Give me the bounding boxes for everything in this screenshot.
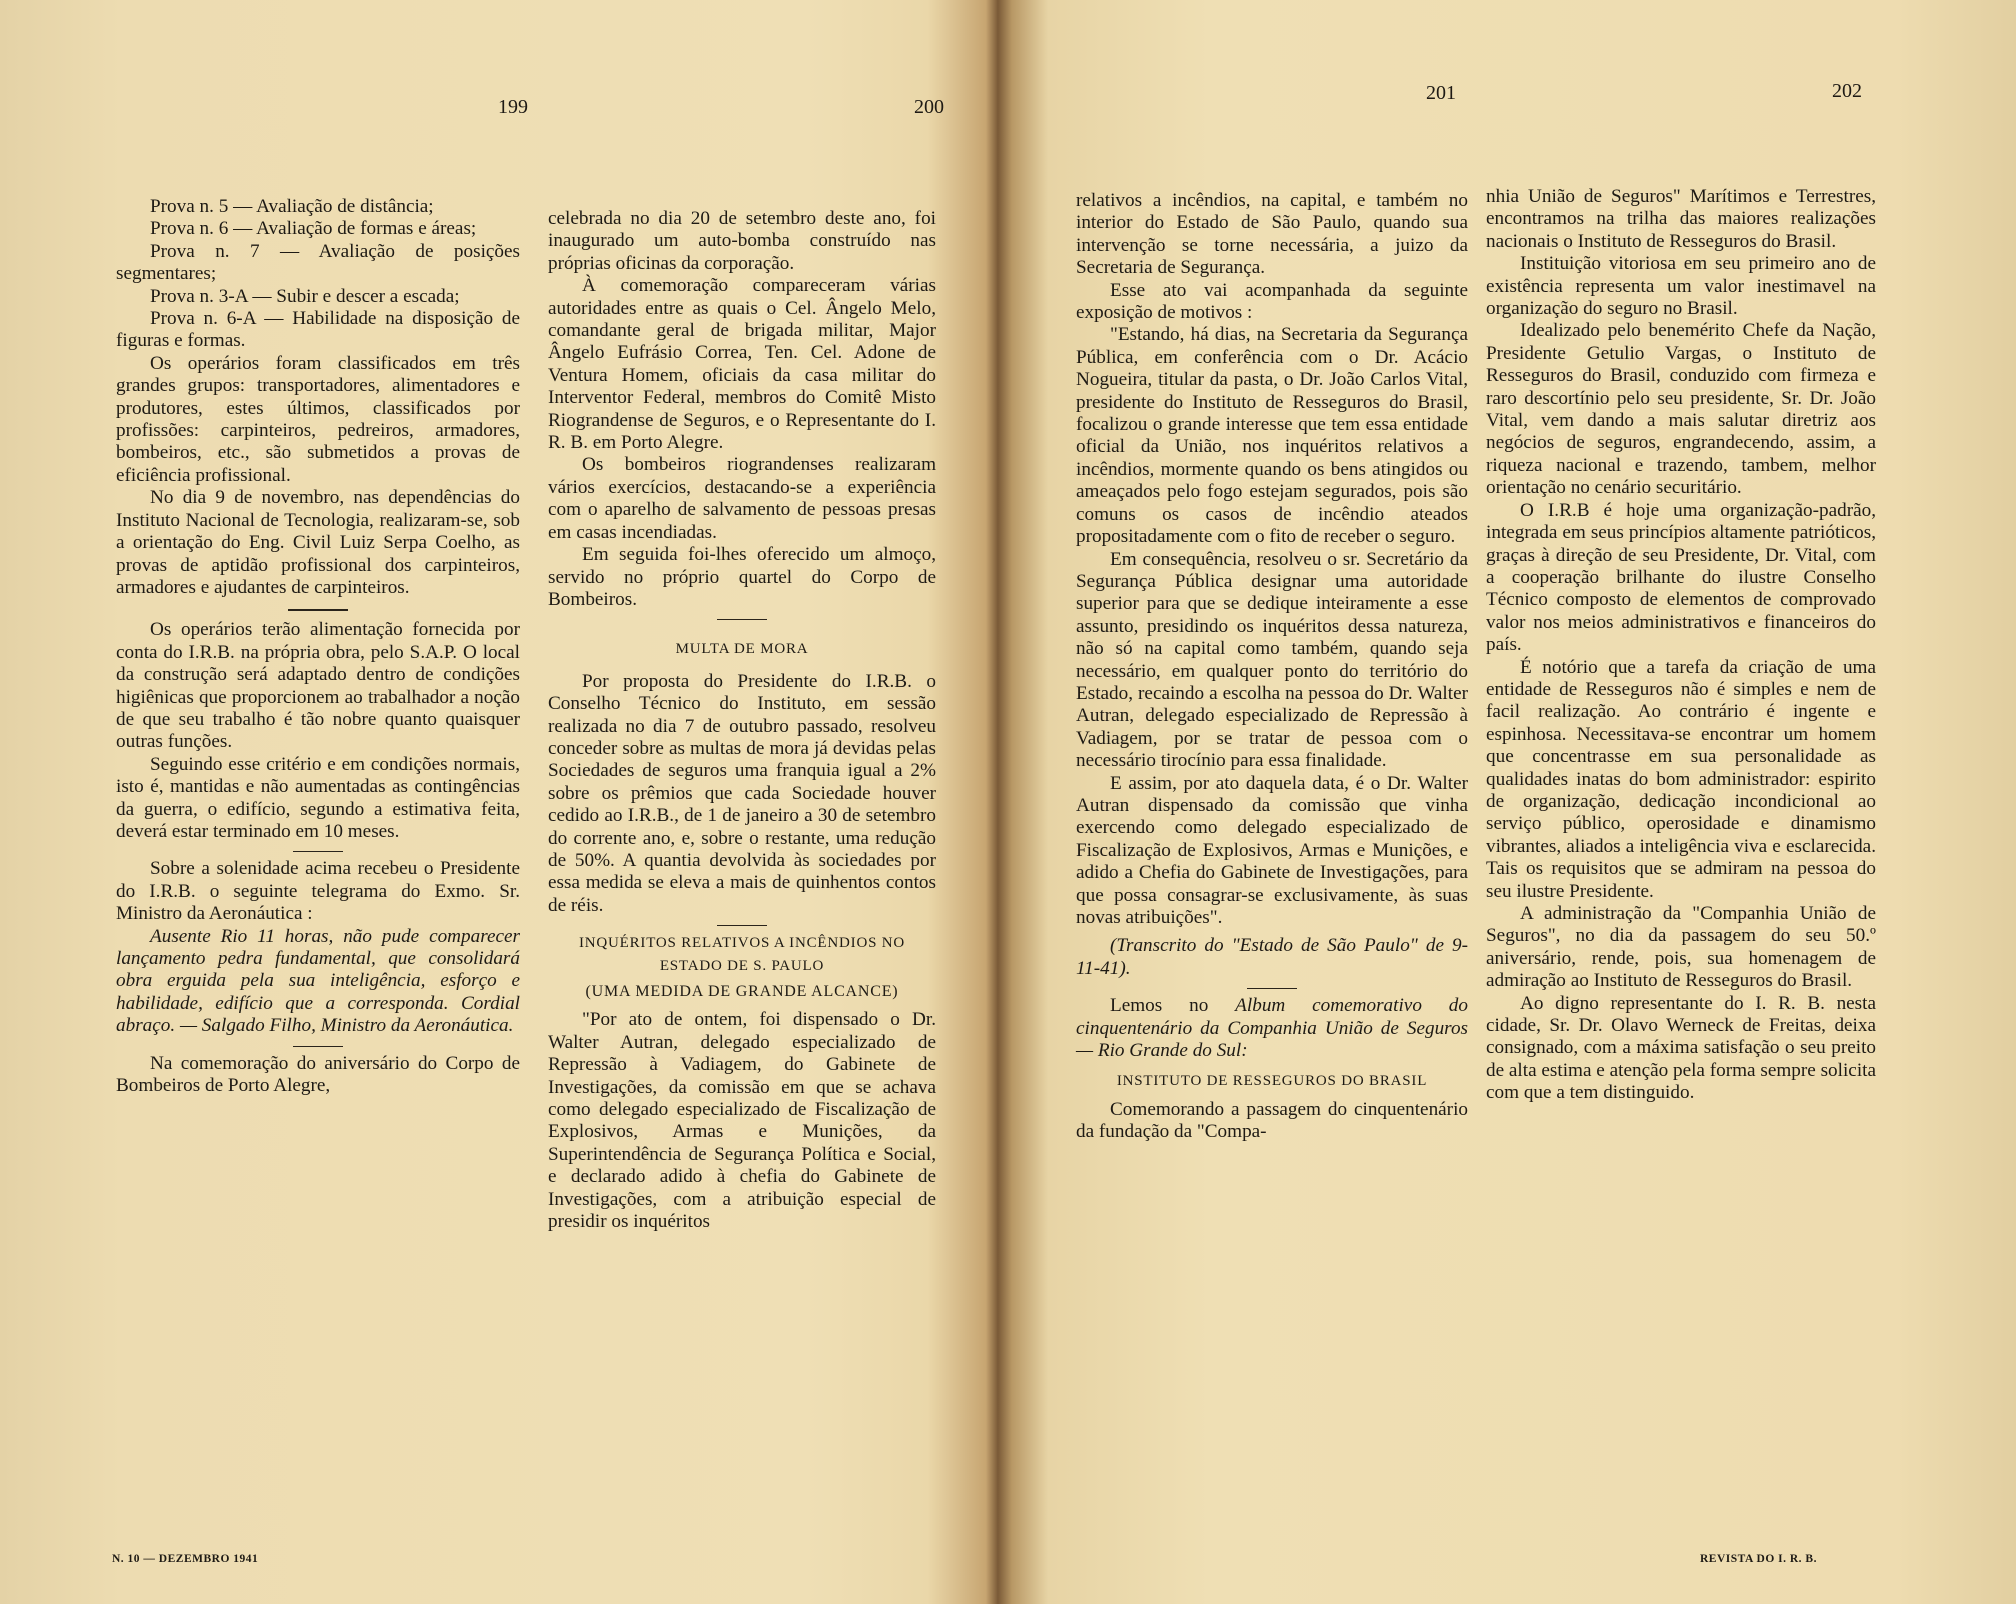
paragraph: É notório que a tarefa da criação de uma entidade de Resseguros não é simples e nem de facil realização. Ao contrário é ingente e espinhosa. Necessitava-se encontrar um homem que concentrasse em sua personalidade as qualidades inatas do bom administrador: espirito de organização, dedicação incondicional ao serviço público, operosidade e dinamismo vibrantes, aliados a inteligência viva e esclarecida. Tais os requisitos que se admiram na pessoa do seu ilustre Presidente. bbox=[1486, 656, 1876, 902]
section-subheading: (UMA MEDIDA DE GRANDE ALCANCE) bbox=[585, 983, 899, 1000]
paragraph: celebrada no dia 20 de setembro deste ano, foi inaugurado um auto-bomba construído nas próprias oficinas da corporação. bbox=[548, 208, 936, 274]
paragraph: Prova n. 3-A — Subir e descer a escada; bbox=[150, 285, 460, 307]
source-citation: (Transcrito do "Estado de São Paulo" de 9-11-41). bbox=[1076, 935, 1468, 979]
section-heading: INSTITUTO DE RESSEGUROS DO BRASIL bbox=[1116, 1073, 1428, 1090]
text-column bbox=[116, 196, 520, 1097]
paragraph: Em seguida foi-lhes oferecido um almoço, servido no próprio quartel do Corpo de Bombeiros. bbox=[548, 544, 936, 610]
section-divider bbox=[288, 609, 348, 611]
paragraph: Ao digno representante do I. R. B. nesta cidade, Sr. Dr. Olavo Werneck de Freitas, deixa consignado, com a máxima satisfação o seu preito de alta estima e atenção pela forma sempre solicita com que a tem distinguido. bbox=[1486, 992, 1876, 1104]
paragraph: "Estando, há dias, na Secretaria da Segurança Pública, em conferência com o Dr. Acácio Nogueira, titular da pasta, o Dr. João Carlos Vital, presidente do Instituto de Resseguros do Brasil, focalizou o grande interesse que tem essa entidade oficial da União, nos inquéritos relativos a incêndios, mormente quando os bens atingidos ou ameaçados pelo fogo estejam segurados, pois são comuns os casos de incêndio ateados propositadamente com o fito de receber o seguro. bbox=[1076, 324, 1468, 548]
section-heading: MULTA DE MORA bbox=[675, 641, 809, 658]
paragraph: Prova n. 6-A — Habilidade na disposição de figuras e formas. bbox=[116, 308, 520, 352]
page-number: 199 bbox=[498, 96, 528, 118]
paragraph: No dia 9 de novembro, nas dependências do Instituto Nacional de Tecnologia, realizaram-se, sob a orientação do Eng. Civil Luiz Serpa Coelho, as provas de aptidão profissional dos carpinteiros, armadores e ajudantes de carpinteiros. bbox=[116, 487, 520, 598]
paragraph: Os bombeiros riograndenses realizaram vários exercícios, destacando-se a experiência com o aparelho de salvamento de pessoas presas em casas incendiadas. bbox=[548, 454, 936, 543]
paragraph: Prova n. 7 — Avaliação de posições segmentares; bbox=[116, 240, 520, 285]
paragraph: Os operários terão alimentação fornecida por conta do I.R.B. na própria obra, pelo S.A.P. O local da construção será adaptado dentro de condições higiênicas que proporcionem ao trabalhador a noção de que seu trabalho é tão nobre quanto quaisquer outras funções. bbox=[116, 619, 520, 753]
paragraph: relativos a incêndios, na capital, e também no interior do Estado de São Paulo, quando sua intervenção se torne necessária, a juizo da Secretaria de Segurança. bbox=[1076, 190, 1468, 279]
paragraph: Instituição vitoriosa em seu primeiro ano de existência representa um valor inestimavel na organização do seguro no Brasil. bbox=[1486, 253, 1876, 320]
paragraph-lead: Lemos no bbox=[1110, 995, 1236, 1017]
left-page bbox=[0, 0, 995, 1604]
paragraph: Prova n. 5 — Avaliação de distância; bbox=[150, 196, 434, 217]
text-column bbox=[1486, 186, 1876, 1105]
paragraph: O I.R.B é hoje uma organização-padrão, integrada em seus princípios altamente patrióticos, graças à direção de seu Presidente, Dr. Vital, com a cooperação brilhante do ilustre Conselho Técnico composto de elementos de comprovado valor nos meios administrativos e financeiros do país. bbox=[1486, 499, 1876, 656]
paragraph: Sobre a solenidade acima recebeu o Presidente do I.R.B. o seguinte telegrama do Exmo. Sr. Ministro da Aeronáutica : bbox=[116, 858, 520, 925]
footer-issue: N. 10 — DEZEMBRO 1941 bbox=[112, 1553, 259, 1565]
paragraph: nhia União de Seguros" Marítimos e Terrestres, encontramos na trilha das maiores realizações nacionais o Instituto de Resseguros do Brasil. bbox=[1486, 186, 1876, 252]
paragraph: Em consequência, resolveu o sr. Secretário da Segurança Pública designar uma autoridade superior para que se dedique inteiramente a esse assunto, presidindo os inquéritos dessa natureza, não só na capital como também, quando seja necessário, em qualquer ponto do território do Estado, recaindo a escolha na pessoa do Dr. Walter Autran, delegado especializado de Repressão à Vadiagem, por se tratar de pessoa com o necessário tirocínio para essa finalidade. bbox=[1076, 548, 1468, 772]
right-page bbox=[1008, 0, 2016, 1604]
text-column bbox=[1076, 190, 1468, 1144]
section-divider bbox=[717, 925, 767, 926]
paragraph: Seguindo esse critério e em condições normais, isto é, mantidas e não aumentadas as contingências da guerra, o edifício, segundo a estimativa feita, deverá estar terminado em 10 meses. bbox=[116, 753, 520, 842]
paragraph: Por proposta do Presidente do I.R.B. o Conselho Técnico do Instituto, em sessão realizada no dia 7 de outubro passado, resolveu conceder sobre as multas de mora já devidas pelas Sociedades de seguros uma franquia igual a 2% sobre os prêmios que cada Sociedade houver cedido ao I.R.B., de 1 de janeiro a 30 de setembro do corrente ano, e, sobre o restante, uma redução de 50%. A quantia devolvida às sociedades por essa medida se eleva a mais de quinhentos contos de réis. bbox=[548, 670, 936, 916]
paragraph: Esse ato vai acompanhada da seguinte exposição de motivos : bbox=[1076, 279, 1468, 324]
page-number: 202 bbox=[1832, 80, 1862, 102]
paragraph: Na comemoração do aniversário do Corpo de Bombeiros de Porto Alegre, bbox=[116, 1052, 520, 1097]
paragraph: "Por ato de ontem, foi dispensado o Dr. Walter Autran, delegado especializado de Repressão à Vadiagem, do Gabinete de Investigações, da comissão em que se achava como delegado especializado de Fiscalização de Explosivos, Armas e Munições, da Superintendência de Segurança Política e Social, e declarado adido à chefia do Gabinete de Investigações, com a atribuição especial de presidir os inquéritos bbox=[548, 1009, 936, 1233]
paragraph: A administração da "Companhia União de Seguros", no dia da passagem do seu 50.º aniversário, rende, pois, sua homenagem de admiração ao Instituto de Resseguros do Brasil. bbox=[1486, 903, 1876, 992]
paragraph: Idealizado pelo benemérito Chefe da Nação, Presidente Getulio Vargas, o Instituto de Resseguros do Brasil, conduzido com firmeza e raro descortínio pelo seu presidente, Sr. Dr. João Vital, vem dando a mais salutar diretriz aos negócios de seguros, engrandecendo, assim, a riqueza nacional e trazendo, tambem, melhor orientação no cenário securitário. bbox=[1486, 320, 1876, 499]
paragraph: À comemoração compareceram várias autoridades entre as quais o Cel. Ângelo Melo, comandante geral de brigada militar, Major Ângelo Eufrásio Correa, Ten. Cel. Adone de Ventura Homem, oficiais da casa militar do Interventor Federal, membros do Comitê Misto Riograndense de Seguros, e o Representante do I. R. B. em Porto Alegre. bbox=[548, 275, 936, 454]
paragraph bbox=[1076, 995, 1468, 1062]
telegram-text: Ausente Rio 11 horas, não pude comparecer lançamento pedra fundamental, que consolidará obra erguida pela sua inteligência, esforço e habilidade, edifício que a corresponda. Cordial abraço. — Salgado Filho, Ministro da Aeronáutica. bbox=[116, 925, 520, 1037]
section-divider bbox=[1247, 988, 1297, 989]
page-number: 201 bbox=[1426, 82, 1456, 104]
section-divider bbox=[293, 1046, 343, 1047]
text-column bbox=[548, 208, 936, 1233]
page-number: 200 bbox=[914, 96, 944, 118]
paragraph: E assim, por ato daquela data, é o Dr. Walter Autran dispensado da comissão que vinha exercendo como delegado especializado de Fiscalização de Explosivos, Armas e Munições, e adido a Chefia do Gabinete de Investigações, para que possa consagrar-se exclusivamente, às suas novas atribuições". bbox=[1076, 772, 1468, 928]
section-heading: INQUÉRITOS RELATIVOS A INCÊNDIOS NO ESTADO DE S. PAULO bbox=[578, 935, 906, 974]
section-divider bbox=[293, 851, 343, 852]
paragraph: Os operários foram classificados em três grandes grupos: transportadores, alimentadores e produtores, estes últimos, classificados por profissões: carpinteiros, pedreiros, armadores, bombeiros, etc., são submetidos a provas de eficiência profissional. bbox=[116, 352, 520, 486]
album-title: Album comemorativo do cinquentenário da Companhia União de Seguros — Rio Grande do Sul: bbox=[1076, 995, 1468, 1062]
section-divider bbox=[717, 619, 767, 620]
paragraph: Prova n. 6 — Avaliação de formas e áreas; bbox=[150, 218, 477, 240]
footer-magazine: REVISTA DO I. R. B. bbox=[1700, 1553, 1817, 1565]
paragraph: Comemorando a passagem do cinquentenário da fundação da "Compa- bbox=[1076, 1098, 1468, 1143]
